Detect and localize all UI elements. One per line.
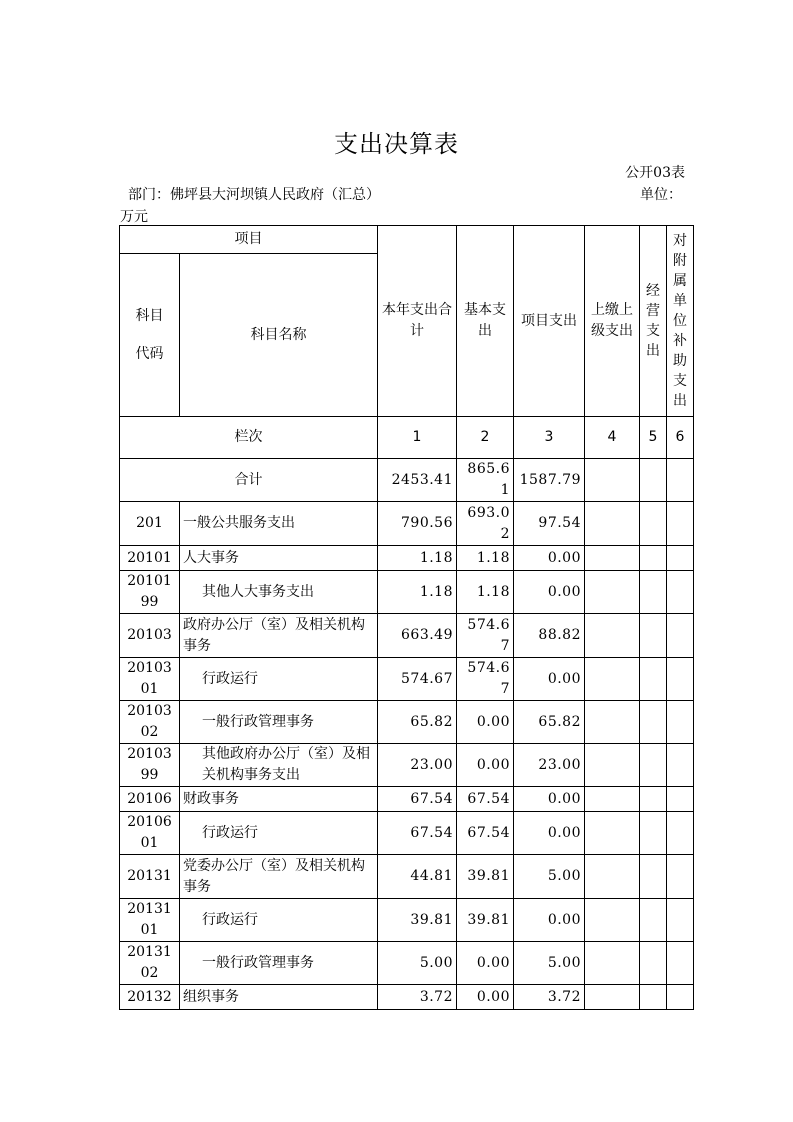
row-col4 (585, 942, 640, 985)
header-col4: 上缴上级支出 (585, 226, 640, 417)
row-basic: 0.00 (457, 744, 514, 787)
row-project: 23.00 (514, 744, 585, 787)
row-total: 65.82 (378, 701, 457, 744)
table-row (120, 701, 694, 744)
row-basic: 67.54 (457, 812, 514, 855)
row-code: 2010601 (120, 812, 180, 855)
row-name: 政府办公厅（室）及相关机构事务 (180, 614, 378, 658)
row-project: 0.00 (514, 546, 585, 571)
row-basic: 1.18 (457, 546, 514, 571)
row-basic: 0.00 (457, 701, 514, 744)
table-row (120, 571, 694, 614)
header-col3: 项目支出 (514, 226, 585, 417)
header-col6: 对附属单位补助支出 (667, 226, 694, 417)
row-name: 财政事务 (180, 787, 378, 812)
table-row (120, 546, 694, 571)
row-name: 一般行政管理事务 (180, 942, 378, 985)
row-col4 (585, 701, 640, 744)
row-project: 0.00 (514, 812, 585, 855)
department-label: 部门：佛坪县大河坝镇人民政府（汇总） (128, 187, 380, 203)
total-label: 合计 (120, 459, 378, 502)
row-total: 574.67 (378, 658, 457, 701)
row-name: 其他人大事务支出 (180, 571, 378, 614)
row-project: 5.00 (514, 942, 585, 985)
table-row (120, 744, 694, 787)
row-total: 3.72 (378, 985, 457, 1010)
row-code: 2010302 (120, 701, 180, 744)
row-name: 人大事务 (180, 546, 378, 571)
row-col6 (667, 942, 694, 985)
row-basic: 67.54 (457, 787, 514, 812)
row-code: 2013102 (120, 942, 180, 985)
row-project: 5.00 (514, 855, 585, 899)
row-project: 0.00 (514, 787, 585, 812)
row-col5 (640, 985, 667, 1010)
row-basic: 39.81 (457, 855, 514, 899)
row-col5 (640, 658, 667, 701)
row-col5 (640, 614, 667, 658)
col-num-6: 6 (667, 417, 694, 459)
form-number: 公开03表 (625, 165, 685, 181)
col-num-3: 3 (514, 417, 585, 459)
table-row (120, 985, 694, 1010)
col-num-2: 2 (457, 417, 514, 459)
row-col5 (640, 812, 667, 855)
header-name: 科目名称 (180, 254, 378, 417)
row-total: 663.49 (378, 614, 457, 658)
row-code: 20101 (120, 546, 180, 571)
row-name: 一般行政管理事务 (180, 701, 378, 744)
row-col6 (667, 899, 694, 942)
table-row (120, 787, 694, 812)
row-col5 (640, 942, 667, 985)
row-col5 (640, 571, 667, 614)
row-col5 (640, 744, 667, 787)
col-num-5: 5 (640, 417, 667, 459)
row-col4 (585, 787, 640, 812)
row-col5 (640, 502, 667, 546)
row-col6 (667, 812, 694, 855)
row-name: 组织事务 (180, 985, 378, 1010)
row-project: 0.00 (514, 899, 585, 942)
row-code: 2010399 (120, 744, 180, 787)
row-code: 20103 (120, 614, 180, 658)
header-col1: 本年支出合计 (378, 226, 457, 417)
row-basic: 0.00 (457, 985, 514, 1010)
unit-value: 万元 (120, 209, 148, 225)
row-col5 (640, 787, 667, 812)
row-basic: 39.81 (457, 899, 514, 942)
row-col4 (585, 744, 640, 787)
row-col6 (667, 744, 694, 787)
row-project: 3.72 (514, 985, 585, 1010)
unit-label: 单位： (640, 187, 682, 203)
header-col5: 经营支出 (640, 226, 667, 417)
table-row (120, 942, 694, 985)
header-col-index-label: 栏次 (120, 417, 378, 459)
row-total: 1.18 (378, 571, 457, 614)
header-project: 项目 (120, 226, 378, 254)
header-code: 科目代码 (120, 254, 180, 417)
row-col4 (585, 985, 640, 1010)
total-col4 (585, 459, 640, 502)
row-name: 党委办公厅（室）及相关机构事务 (180, 855, 378, 899)
row-col6 (667, 614, 694, 658)
row-col4 (585, 502, 640, 546)
row-total: 67.54 (378, 812, 457, 855)
row-total: 5.00 (378, 942, 457, 985)
row-basic: 1.18 (457, 571, 514, 614)
table-row (120, 658, 694, 701)
row-total: 39.81 (378, 899, 457, 942)
row-total: 44.81 (378, 855, 457, 899)
row-col4 (585, 614, 640, 658)
total-col6 (667, 459, 694, 502)
row-col6 (667, 855, 694, 899)
col-num-4: 4 (585, 417, 640, 459)
row-project: 65.82 (514, 701, 585, 744)
row-basic: 574.67 (457, 658, 514, 701)
row-basic: 693.02 (457, 502, 514, 546)
row-col6 (667, 546, 694, 571)
row-col4 (585, 812, 640, 855)
table-row (120, 614, 694, 658)
row-total: 790.56 (378, 502, 457, 546)
row-code: 2013101 (120, 899, 180, 942)
col-num-1: 1 (378, 417, 457, 459)
row-col5 (640, 701, 667, 744)
total-col5 (640, 459, 667, 502)
row-project: 0.00 (514, 571, 585, 614)
page-title: 支出决算表 (334, 130, 459, 158)
row-code: 2010301 (120, 658, 180, 701)
row-name: 行政运行 (180, 658, 378, 701)
row-total: 23.00 (378, 744, 457, 787)
expenditure-table (119, 225, 694, 1010)
row-code: 20106 (120, 787, 180, 812)
row-basic: 574.67 (457, 614, 514, 658)
row-basic: 0.00 (457, 942, 514, 985)
row-project: 0.00 (514, 658, 585, 701)
row-col4 (585, 899, 640, 942)
row-col4 (585, 855, 640, 899)
row-col6 (667, 502, 694, 546)
row-name: 行政运行 (180, 899, 378, 942)
row-col4 (585, 546, 640, 571)
total-total: 2453.41 (378, 459, 457, 502)
row-col6 (667, 701, 694, 744)
table-row (120, 502, 694, 546)
total-row (120, 459, 694, 502)
row-name: 一般公共服务支出 (180, 502, 378, 546)
row-col4 (585, 571, 640, 614)
row-col5 (640, 899, 667, 942)
row-col6 (667, 787, 694, 812)
row-project: 97.54 (514, 502, 585, 546)
row-total: 67.54 (378, 787, 457, 812)
row-name: 行政运行 (180, 812, 378, 855)
row-col5 (640, 546, 667, 571)
row-name: 其他政府办公厅（室）及相关机构事务支出 (180, 744, 378, 787)
row-col6 (667, 658, 694, 701)
row-total: 1.18 (378, 546, 457, 571)
table-row (120, 855, 694, 899)
row-code: 2010199 (120, 571, 180, 614)
row-project: 88.82 (514, 614, 585, 658)
table-row (120, 812, 694, 855)
total-project: 1587.79 (514, 459, 585, 502)
row-col4 (585, 658, 640, 701)
header-col2: 基本支出 (457, 226, 514, 417)
row-col6 (667, 985, 694, 1010)
total-basic: 865.61 (457, 459, 514, 502)
row-code: 201 (120, 502, 180, 546)
row-code: 20131 (120, 855, 180, 899)
row-col6 (667, 571, 694, 614)
row-col5 (640, 855, 667, 899)
table-row (120, 899, 694, 942)
row-code: 20132 (120, 985, 180, 1010)
